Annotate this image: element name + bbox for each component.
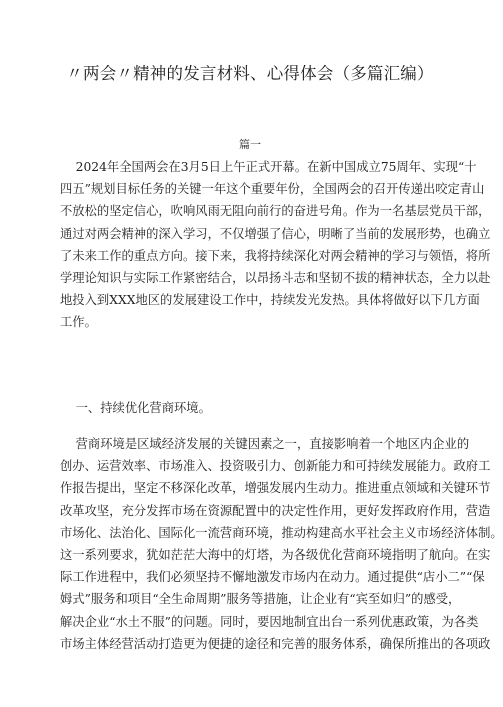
text-line: 这一系列要求，犹如茫茫大海中的灯塔，为各级优化营商环境指明了航向。在实: [60, 548, 491, 563]
text-line: 改革攻坚，充分发挥市场在资源配置中的决定性作用，更好发挥政府作用，营造: [60, 503, 491, 518]
text-line: 地投入到XXX地区的发展建设工作中，持续发光发热。具体将做好以下几方面: [60, 293, 480, 308]
text-line: 市场化、法治化、国际化一流营商环境，推动构建高水平社会主义市场经济体制。: [60, 525, 503, 540]
paragraph-business-environment: [60, 433, 503, 655]
text-line: 2024年全国两会在3月5日上午正式开幕。在新中国成立75周年、实现“十: [60, 160, 477, 174]
text-line: 了未来工作的重点方向。接下来，我将持续深化对两会精神的学习与领悟，将所: [60, 248, 491, 263]
paragraph-intro: [60, 156, 491, 334]
text-line: 学理论知识与实际工作紧密结合，以昂扬斗志和坚韧不拔的精神状态，全力以赴: [60, 271, 491, 286]
text-line: 际工作进程中，我们必须坚持不懈地激发市场内在动力。通过提供“店小二”“保: [60, 570, 485, 585]
section-heading: 篇一: [239, 138, 261, 151]
text-line: 工作。: [60, 315, 97, 330]
text-line: 姆式”服务和项目“全生命周期”服务等措施，让企业有“宾至如归”的感受，: [60, 592, 461, 607]
text-line: 通过对两会精神的深入学习，不仅增强了信心，明晰了当前的发展形势，也确立: [60, 226, 491, 241]
text-line: 创办、运营效率、市场准入、投资吸引力、创新能力和可持续发展能力。政府工: [60, 459, 491, 474]
text-line: 不放松的坚定信心，吹响风雨无阻向前行的奋进号角。作为一名基层党员干部，: [60, 204, 491, 219]
subheading-business-environment: [60, 397, 444, 419]
document-title: 〃两会〃精神的发言材料、心得体会（多篇汇编）: [66, 64, 434, 83]
text-line: 市场主体经营活动打造更为便捷的途径和完善的服务体系，确保所推出的各项政: [60, 636, 491, 651]
text-line: 四五”规划目标任务的关键一年这个重要年份，全国两会的召开传递出咬定青山: [60, 182, 485, 197]
text-line: 一、持续优化营商环境。: [60, 401, 211, 415]
text-line: 营商环境是区域经济发展的关键因素之一，直接影响着一个地区内企业的: [60, 437, 470, 451]
text-line: 解决企业“水土不服”的问题。同时，要因地制宜出台一系列优惠政策，为各类: [60, 614, 479, 629]
text-line: 作报告提出，坚定不移深化改革，增强发展内生动力。推进重点领域和关键环节: [60, 481, 491, 496]
